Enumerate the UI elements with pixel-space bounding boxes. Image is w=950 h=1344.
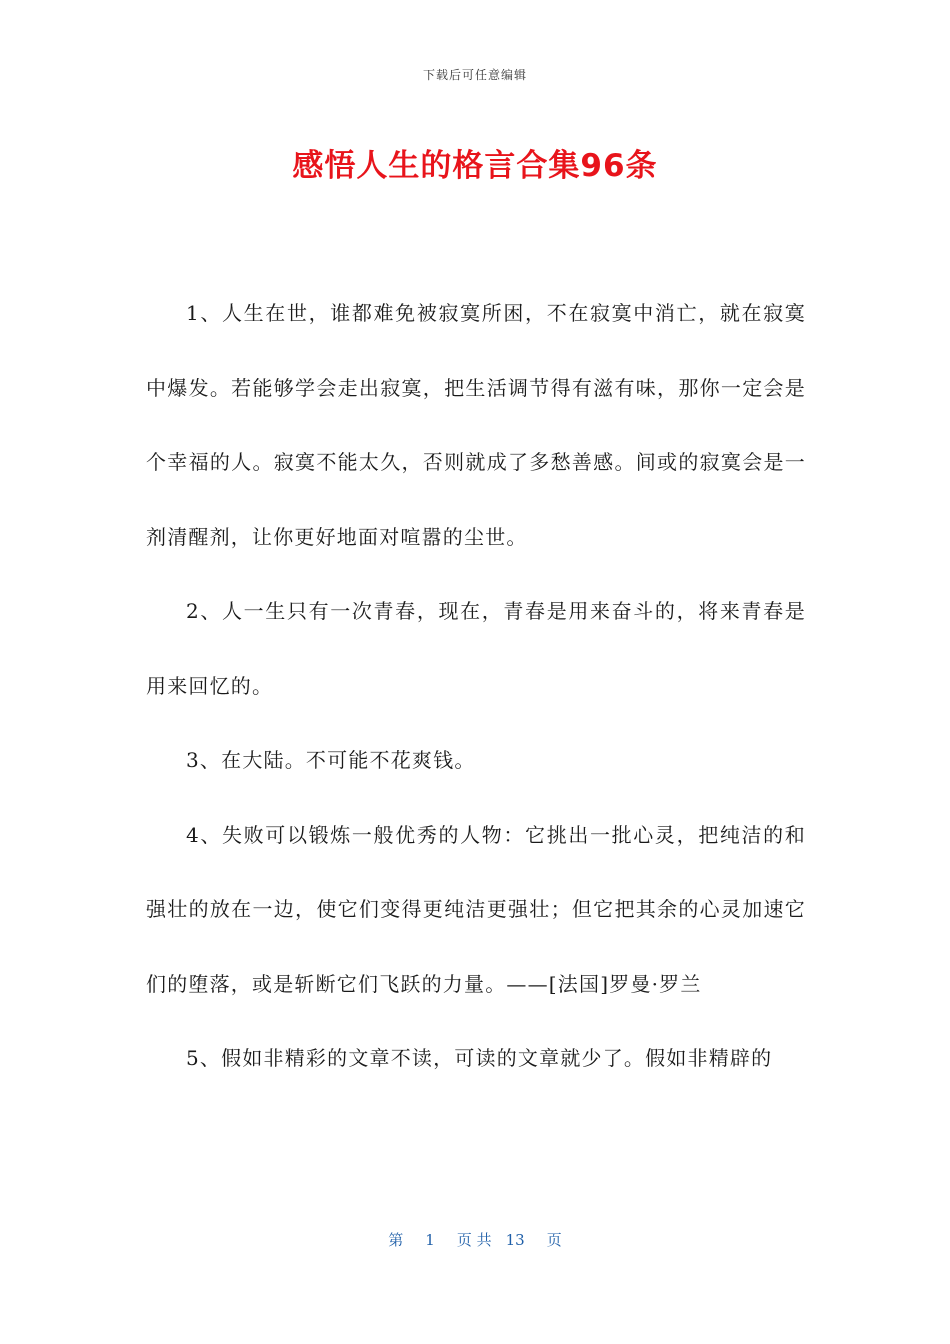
footer-page-total: 13 [505, 1231, 525, 1249]
footer-page-current: 1 [425, 1231, 435, 1249]
footer-page-suffix: 页 [546, 1231, 562, 1249]
paragraph-3: 3、在大陆。不可能不花爽钱。 [186, 748, 476, 772]
document-title: 感悟人生的格言合集96条 [292, 148, 658, 184]
document-body [146, 276, 806, 1096]
paragraph-5: 5、假如非精彩的文章不读，可读的文章就少了。假如非精辟的 [186, 1046, 773, 1070]
footer-page-mid: 页 共 [456, 1231, 492, 1249]
footer-page-prefix: 第 [388, 1231, 404, 1249]
paragraph-4: 4、失败可以锻炼一般优秀的人物：它挑出一批心灵，把纯洁的和强壮的放在一边，使它们变得更纯洁更强壮；但它把其余的心灵加速它们的堕落，或是斩断它们飞跃的力量。——[法国]罗曼·罗兰 [146, 822, 806, 996]
paragraph-1: 1、人生在世，谁都难免被寂寞所困，不在寂寞中消亡，就在寂寞中爆发。若能够学会走出寂寞，把生活调节得有滋有味，那你一定会是个幸福的人。寂寞不能太久，否则就成了多愁善感。间或的寂寞会是一剂清醒剂，让你更好地面对喧嚣的尘世。 [146, 301, 806, 549]
page-header-note: 下载后可任意编辑 [422, 68, 527, 82]
paragraph-2: 2、人一生只有一次青春，现在，青春是用来奋斗的，将来青春是用来回忆的。 [146, 599, 806, 698]
page-footer [0, 1229, 950, 1250]
